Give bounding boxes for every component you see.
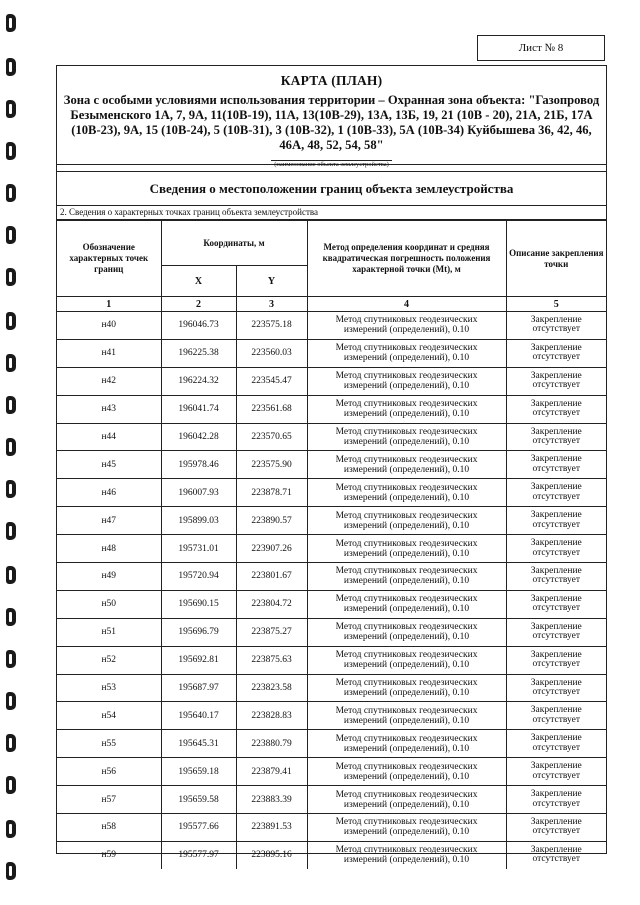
binding-ring [6, 820, 16, 838]
fixing-description-line: Закрепление [530, 426, 582, 437]
table-row [57, 618, 606, 646]
fixing-description-line: отсутствует [532, 659, 581, 670]
point-label: н45 [57, 451, 161, 479]
binding-ring [6, 480, 16, 498]
y-coordinate: 223823.58 [236, 674, 307, 702]
x-coordinate: 195899.03 [161, 507, 236, 535]
method-text-line: Метод спутниковых геодезических [335, 705, 478, 716]
fixing-description-line: Закрепление [530, 844, 582, 855]
fixing-description-line: Закрепление [530, 789, 582, 800]
method-text-line: Метод спутниковых геодезических [335, 733, 478, 744]
binding-ring [6, 312, 16, 330]
method-text-line: Метод спутниковых геодезических [335, 510, 478, 521]
fixing-description-line: Закрепление [530, 454, 582, 465]
fixing-description-line: Закрепление [530, 538, 582, 549]
column-number: 3 [236, 297, 307, 312]
document-title: КАРТА (ПЛАН) [280, 73, 383, 88]
binding-ring [6, 184, 16, 202]
binding-ring [6, 14, 16, 32]
header-y: Y [236, 266, 307, 297]
point-label: н49 [57, 563, 161, 591]
x-coordinate: 195696.79 [161, 618, 236, 646]
method-text [307, 479, 506, 507]
binding-ring [6, 268, 16, 286]
section-subtitle: 2. Сведения о характерных точках границ объекта землеустройства [57, 206, 606, 220]
fixing-description [506, 395, 606, 423]
table-row [57, 814, 606, 842]
point-label: н59 [57, 841, 161, 868]
method-text-line: Метод спутниковых геодезических [335, 399, 478, 410]
method-text-line: измерений (определений), 0.10 [343, 437, 470, 447]
binding-ring [6, 142, 16, 160]
y-coordinate: 223575.18 [236, 312, 307, 340]
fixing-description [506, 563, 606, 591]
method-text [307, 339, 506, 367]
fixing-description-line: Закрепление [530, 314, 582, 325]
x-coordinate: 195720.94 [161, 563, 236, 591]
header-point: Обозначение характерных точек границ [57, 221, 161, 297]
method-text [307, 646, 506, 674]
fixing-description-line: отсутствует [532, 575, 581, 586]
y-coordinate: 223895.16 [236, 841, 307, 868]
y-coordinate: 223545.47 [236, 367, 307, 395]
fixing-description-line: отсутствует [532, 742, 581, 753]
method-text-line: Метод спутниковых геодезических [335, 678, 478, 689]
points-table [57, 220, 606, 869]
document-header [57, 66, 606, 168]
method-text [307, 367, 506, 395]
column-number: 4 [307, 297, 506, 312]
point-label: н58 [57, 814, 161, 842]
fixing-description-line: отсутствует [532, 436, 581, 446]
fixing-description [506, 618, 606, 646]
point-label: н56 [57, 758, 161, 786]
point-label: н52 [57, 646, 161, 674]
fixing-description-line: отсутствует [532, 380, 581, 391]
x-coordinate: 196007.93 [161, 479, 236, 507]
method-text-line: Метод спутниковых геодезических [335, 371, 478, 382]
table-row [57, 507, 606, 535]
sheet-number: Лист № 8 [477, 35, 605, 61]
y-coordinate: 223875.63 [236, 646, 307, 674]
fixing-description-line: отсутствует [532, 687, 581, 698]
x-coordinate: 195690.15 [161, 590, 236, 618]
fixing-description-line: отсутствует [532, 463, 581, 474]
fixing-description [506, 814, 606, 842]
binding-ring [6, 608, 16, 626]
method-text-line: измерений (определений), 0.10 [343, 771, 470, 782]
method-text-line: измерений (определений), 0.10 [343, 409, 470, 420]
table-row [57, 395, 606, 423]
table-row [57, 535, 606, 563]
column-number: 2 [161, 297, 236, 312]
point-label: н41 [57, 339, 161, 367]
column-number: 1 [57, 297, 161, 312]
method-text [307, 590, 506, 618]
point-label: н43 [57, 395, 161, 423]
method-text [307, 702, 506, 730]
point-label: н40 [57, 312, 161, 340]
x-coordinate: 195978.46 [161, 451, 236, 479]
method-text-line: измерений (определений), 0.10 [343, 353, 470, 364]
table-row [57, 786, 606, 814]
fixing-description-line: Закрепление [530, 342, 582, 353]
table-row [57, 758, 606, 786]
y-coordinate: 223891.53 [236, 814, 307, 842]
table-row [57, 339, 606, 367]
x-coordinate: 195640.17 [161, 702, 236, 730]
fixing-description-line: отсутствует [532, 547, 581, 558]
method-text-line: Метод спутниковых геодезических [335, 482, 478, 493]
method-text-line: измерений (определений), 0.10 [343, 464, 470, 475]
x-coordinate: 196041.74 [161, 395, 236, 423]
x-coordinate: 195731.01 [161, 535, 236, 563]
fixing-description-line: Закрепление [530, 370, 582, 381]
point-label: н46 [57, 479, 161, 507]
y-coordinate: 223560.03 [236, 339, 307, 367]
header-method: Метод определения координат и средняя квадратическая погрешность положения характерной точки (Mt), м [307, 221, 506, 297]
header-coordinates: Координаты, м [161, 221, 307, 266]
method-text-line: измерений (определений), 0.10 [343, 688, 470, 699]
fixing-description-line: отсутствует [532, 826, 581, 837]
method-text-line: Метод спутниковых геодезических [335, 650, 478, 661]
fixing-description [506, 479, 606, 507]
fixing-description-line: отсутствует [532, 714, 581, 725]
method-text-line: измерений (определений), 0.10 [343, 827, 470, 838]
x-coordinate: 196224.32 [161, 367, 236, 395]
method-text-line: Метод спутниковых геодезических [335, 454, 478, 465]
table-row [57, 563, 606, 591]
table-body [57, 312, 606, 869]
fixing-description [506, 702, 606, 730]
fixing-description-line: отсутствует [532, 770, 581, 781]
point-label: н51 [57, 618, 161, 646]
binding-ring [6, 438, 16, 456]
point-label: н55 [57, 730, 161, 758]
x-coordinate: 195577.97 [161, 841, 236, 868]
fixing-description-line: отсутствует [532, 631, 581, 642]
method-text-line: измерений (определений), 0.10 [343, 799, 470, 810]
point-label: н42 [57, 367, 161, 395]
fixing-description [506, 758, 606, 786]
fixing-description [506, 451, 606, 479]
y-coordinate: 223907.26 [236, 535, 307, 563]
x-coordinate: 195692.81 [161, 646, 236, 674]
fixing-description-line: отсутствует [532, 352, 581, 363]
table-row [57, 479, 606, 507]
table-row [57, 730, 606, 758]
point-label: н44 [57, 423, 161, 451]
method-text-line: измерений (определений), 0.10 [343, 381, 470, 392]
fixing-description [506, 367, 606, 395]
x-coordinate: 196042.28 [161, 423, 236, 451]
header-x: X [161, 266, 236, 297]
fixing-description-line: Закрепление [530, 761, 582, 772]
fixing-description-line: Закрепление [530, 621, 582, 632]
method-text [307, 563, 506, 591]
fixing-description [506, 535, 606, 563]
method-text-line: измерений (определений), 0.10 [343, 604, 470, 615]
y-coordinate: 223883.39 [236, 786, 307, 814]
method-text [307, 423, 506, 451]
method-text [307, 730, 506, 758]
fixing-description [506, 312, 606, 340]
method-text [307, 618, 506, 646]
fixing-description [506, 646, 606, 674]
spiral-binding [0, 0, 40, 905]
binding-ring [6, 692, 16, 710]
method-text-line: измерений (определений), 0.10 [343, 715, 470, 726]
method-text-line: Метод спутниковых геодезических [335, 538, 478, 549]
method-text-line: Метод спутниковых геодезических [335, 761, 478, 772]
y-coordinate: 223880.79 [236, 730, 307, 758]
method-text-line: измерений (определений), 0.10 [343, 520, 470, 531]
binding-ring [6, 650, 16, 668]
table-row [57, 423, 606, 451]
method-text-line: Метод спутниковых геодезических [335, 427, 478, 437]
fixing-description [506, 674, 606, 702]
section-title: Сведения о местоположении границ объекта землеустройства [57, 172, 606, 206]
point-label: н47 [57, 507, 161, 535]
table-row [57, 674, 606, 702]
fixing-description-line: Закрепление [530, 733, 582, 744]
binding-ring [6, 862, 16, 880]
method-text [307, 312, 506, 340]
fixing-description [506, 339, 606, 367]
method-text [307, 395, 506, 423]
method-text-line: измерений (определений), 0.10 [343, 492, 470, 503]
fixing-description-line: отсутствует [532, 408, 581, 419]
point-label: н48 [57, 535, 161, 563]
method-text [307, 758, 506, 786]
x-coordinate: 195659.18 [161, 758, 236, 786]
method-text-line: измерений (определений), 0.10 [343, 660, 470, 671]
method-text-line: Метод спутниковых геодезических [335, 845, 478, 856]
document-frame [56, 65, 607, 866]
x-coordinate: 196225.38 [161, 339, 236, 367]
method-text-line: измерений (определений), 0.10 [343, 325, 470, 336]
y-coordinate: 223878.71 [236, 479, 307, 507]
y-coordinate: 223828.83 [236, 702, 307, 730]
fixing-description [506, 507, 606, 535]
binding-ring [6, 354, 16, 372]
header-description: Описание закрепления точки [506, 221, 606, 297]
method-text-line: измерений (определений), 0.10 [343, 548, 470, 559]
fixing-description-line: отсутствует [532, 324, 581, 335]
fixing-description-line: Закрепление [530, 593, 582, 604]
x-coordinate: 196046.73 [161, 312, 236, 340]
point-label: н50 [57, 590, 161, 618]
binding-ring [6, 522, 16, 540]
zone-description: Зона с особыми условиями использования территории – Охранная зона объекта: "Газопровод Безыменского 1А, 7, 9А, 11(10В-19), 11А, 13(10В-29), 13А, 13Б, 19, 21 (10В - 20), 21А, 21Б, 17А (10В-23), 9А, 15 (10В-24), 5 (10В-31), 3 (10В-32), 1 (10В-33), 5А (10В-34) Куйбышева 36, 42, 46, 46А, 48, 52, 54, 58" [63, 93, 600, 152]
fixing-description-line: отсутствует [532, 854, 581, 865]
method-text-line: измерений (определений), 0.10 [343, 743, 470, 754]
method-text-line: измерений (определений), 0.10 [343, 855, 470, 866]
fixing-description-line: отсутствует [532, 519, 581, 530]
table-row [57, 702, 606, 730]
x-coordinate: 195645.31 [161, 730, 236, 758]
binding-ring [6, 776, 16, 794]
x-coordinate: 195687.97 [161, 674, 236, 702]
method-text [307, 451, 506, 479]
fixing-description-line: отсутствует [532, 798, 581, 809]
table-row [57, 451, 606, 479]
table-row [57, 646, 606, 674]
y-coordinate: 223801.67 [236, 563, 307, 591]
table-row [57, 367, 606, 395]
binding-ring [6, 566, 16, 584]
method-text [307, 786, 506, 814]
fixing-description-line: Закрепление [530, 816, 582, 827]
method-text [307, 841, 506, 868]
point-label: н53 [57, 674, 161, 702]
method-text-line: Метод спутниковых геодезических [335, 566, 478, 577]
method-text-line: Метод спутниковых геодезических [335, 789, 478, 800]
binding-ring [6, 58, 16, 76]
y-coordinate: 223570.65 [236, 423, 307, 451]
x-coordinate: 195577.66 [161, 814, 236, 842]
fixing-description-line: Закрепление [530, 565, 582, 576]
method-text [307, 507, 506, 535]
fixing-description [506, 590, 606, 618]
method-text-line: измерений (определений), 0.10 [343, 632, 470, 643]
y-coordinate: 223561.68 [236, 395, 307, 423]
fixing-description-line: отсутствует [532, 491, 581, 502]
object-caption: (наименование объекта землеустройства) [271, 160, 392, 168]
fixing-description-line: отсутствует [532, 603, 581, 614]
table-row [57, 590, 606, 618]
method-text-line: Метод спутниковых геодезических [335, 315, 478, 326]
y-coordinate: 223875.27 [236, 618, 307, 646]
y-coordinate: 223575.90 [236, 451, 307, 479]
fixing-description-line: Закрепление [530, 677, 582, 688]
method-text [307, 814, 506, 842]
method-text-line: Метод спутниковых геодезических [335, 622, 478, 633]
fixing-description [506, 423, 606, 451]
binding-ring [6, 396, 16, 414]
y-coordinate: 223804.72 [236, 590, 307, 618]
fixing-description-line: Закрепление [530, 510, 582, 521]
table-row [57, 312, 606, 340]
y-coordinate: 223879.41 [236, 758, 307, 786]
method-text-line: измерений (определений), 0.10 [343, 576, 470, 587]
binding-ring [6, 100, 16, 118]
fixing-description [506, 786, 606, 814]
fixing-description-line: Закрепление [530, 705, 582, 716]
fixing-description-line: Закрепление [530, 649, 582, 660]
method-text-line: Метод спутниковых геодезических [335, 343, 478, 354]
method-text-line: Метод спутниковых геодезических [335, 817, 478, 828]
method-text-line: Метод спутниковых геодезических [335, 594, 478, 605]
fixing-description [506, 841, 606, 868]
fixing-description-line: Закрепление [530, 482, 582, 493]
y-coordinate: 223890.57 [236, 507, 307, 535]
column-number: 5 [506, 297, 606, 312]
method-text [307, 535, 506, 563]
point-label: н54 [57, 702, 161, 730]
binding-ring [6, 226, 16, 244]
fixing-description-line: Закрепление [530, 398, 582, 409]
table-row [57, 841, 606, 868]
method-text [307, 674, 506, 702]
fixing-description [506, 730, 606, 758]
binding-ring [6, 734, 16, 752]
point-label: н57 [57, 786, 161, 814]
x-coordinate: 195659.58 [161, 786, 236, 814]
